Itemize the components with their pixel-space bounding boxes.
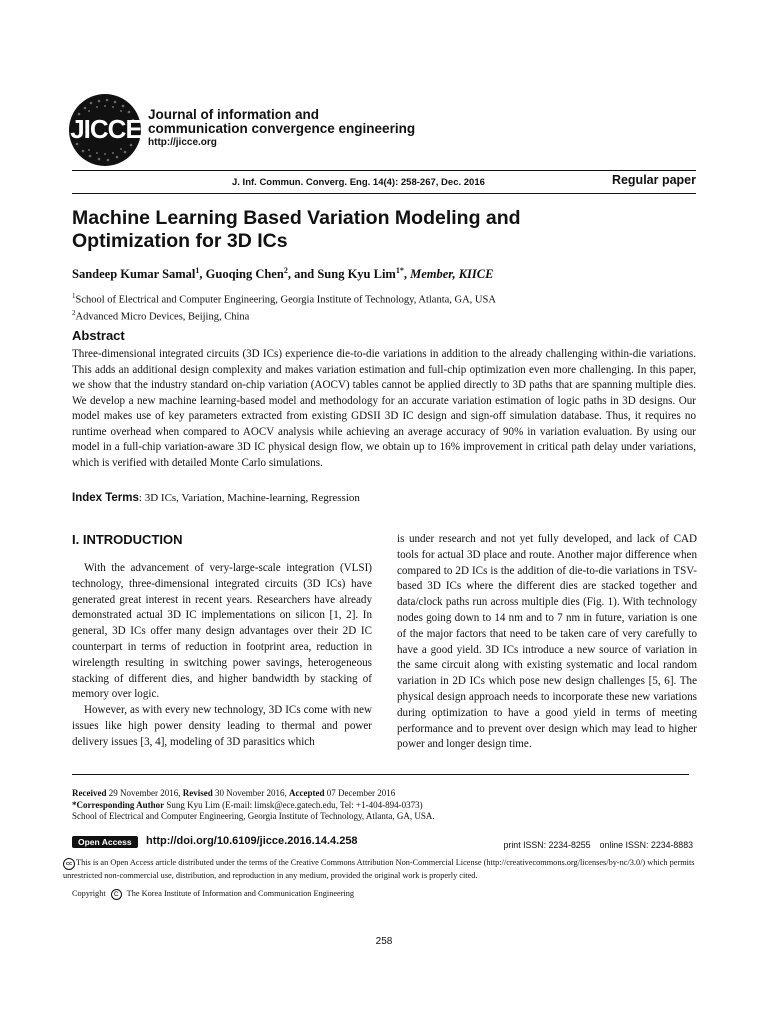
citation: J. Inf. Commun. Converg. Eng. 14(4): 258-267, Dec. 2016 <box>232 177 485 188</box>
intro-heading: I. INTRODUCTION <box>72 532 183 547</box>
issn-info <box>504 840 693 850</box>
index-terms <box>72 492 360 504</box>
corresponding-text: Sung Kyu Lim (E-mail: limsk@ece.gatech.edu, Tel: +1-404-894-0373) <box>164 799 423 810</box>
copyright-icon: C <box>111 889 122 900</box>
abstract-heading: Abstract <box>72 328 125 343</box>
creative-commons-icon: cc <box>63 858 75 870</box>
license-body: This is an Open Access article distributed under the terms of the Creative Commons Attribution Non-Commercial License (http://creativecommons.org/licenses/by-nc/3.0/) which permits unrestricted non-commercial use, distribution, and reproduction in any medium, provided the original work is properly cited. <box>63 858 695 880</box>
intro-right-column <box>397 532 697 753</box>
article-title: Machine Learning Based Variation Modeling and Optimization for 3D ICs <box>72 207 521 252</box>
copyright-line <box>72 889 354 900</box>
affiliation-sup: 2 <box>72 308 76 317</box>
author-membership: Member, KIICE <box>410 267 494 282</box>
journal-name-line2: communication convergence engineering <box>148 121 416 136</box>
online-issn: online ISSN: 2234-8883 <box>599 840 693 850</box>
intro-paragraph: However, as with every new technology, 3D ICs come with new issues like high power density leading to thermal and power delivery issues [3, 4], modeling of 3D parasitics which <box>72 704 372 748</box>
affiliation-text: Advanced Micro Devices, Beijing, China <box>75 311 250 322</box>
accepted-label: Accepted <box>288 788 325 798</box>
copyright-holder: The Korea Institute of Information and Communication Engineering <box>126 889 355 898</box>
index-terms-text: : 3D ICs, Variation, Machine-learning, Regression <box>138 492 360 504</box>
revised-label: Revised <box>182 788 213 798</box>
author-name: Sandeep Kumar Samal <box>72 267 196 282</box>
author-affil-sup: 1 <box>195 266 200 275</box>
intro-paragraph: is under research and not yet fully developed, and lack of CAD tools for actual 3D place and route. Another major difference when compared to 2D ICs is the addition of die-to-die variations in TSV-based 3D ICs where the different dies are stacked together and data/clock paths run across multiple dies (Fig. 1). With technology nodes going down to 14 nm and to 7 nm in future, variation is one of the major factors that need to be taken care of very carefully to have a good yield. 3D ICs introduce a new source of variation in the same circuit along with existing systematic and local random variation in 2D ICs which pose new design challenges [5, 6]. The physical design approach needs to incorporate these new variations during optimization to have a good yield in terms of meeting performance and to prevent over design which may lead to higher power and longer design time. <box>397 533 697 751</box>
header-rule-bottom <box>72 193 696 194</box>
logo-text: JICCE <box>70 114 142 144</box>
author-affil-sup: 2 <box>283 266 288 275</box>
dates-line <box>72 788 696 800</box>
license-text <box>63 857 697 882</box>
journal-name-line1: Journal of information and <box>148 107 319 122</box>
corresponding-affiliation: School of Electrical and Computer Engineering, Georgia Institute of Technology, Atlanta, GA, USA. <box>72 811 435 821</box>
affiliation-text: School of Electrical and Computer Engineering, Georgia Institute of Technology, Atlanta, GA, USA <box>75 294 496 306</box>
journal-url-link[interactable]: http://jicce.org <box>148 137 217 148</box>
header-rule-top <box>72 170 696 171</box>
received-info <box>72 788 696 823</box>
corresponding-line <box>72 800 696 812</box>
accepted-date: 07 December 2016 <box>324 788 396 798</box>
page-number: 258 <box>375 936 393 947</box>
index-terms-label: Index Terms <box>72 492 139 504</box>
copyright-label: Copyright <box>72 889 106 898</box>
author-name: Guoqing Chen <box>205 267 284 282</box>
print-issn: print ISSN: 2234-8255 <box>503 840 591 850</box>
abstract-text: Three-dimensional integrated circuits (3D ICs) experience die-to-die variations in addition to the already challenging within-die variations. This adds an additional design complexity and makes variation estimation and full-chip optimization even more challenging. In this paper, we show that the industry standard on-chip variation (AOCV) tables cannot be applied directly to 3D paths that are spanning multiple dies. We develop a new machine learning-based model and methodology for an accurate variation estimation of logic paths in 3D designs. Our model makes use of key parameters extracted from existing GDSII 3D IC design and sign-off simulation database. Thus, it requires no runtime overhead when compared to AOCV analysis while achieving an average accuracy of 90% in variation evaluation. By using our model in a full-chip variation-aware 3D IC physical design flow, we obtain up to 16% improvement in critical path delay under variations, which is verified with detailed Monte Carlo simulations. <box>72 348 696 469</box>
affiliation-item <box>72 290 496 307</box>
corresponding-label: *Corresponding Author <box>72 799 165 810</box>
affiliation-sup: 1 <box>72 292 76 300</box>
intro-left-column <box>72 561 372 751</box>
open-access-badge: Open Access <box>72 836 138 848</box>
journal-name <box>148 108 415 136</box>
received-date: 29 November 2016, <box>106 788 183 798</box>
revised-date: 30 November 2016, <box>212 788 289 798</box>
author-list: Sandeep Kumar Samal$^1$, Guoqing Chen$^2$, and Sung Kyu Lim$^{1*}$, Member, KIICE <box>72 266 494 282</box>
paper-type: Regular paper <box>611 173 696 187</box>
intro-paragraph: With the advancement of very-large-scale integration (VLSI) technology, three-dimensional integrated circuits (3D ICs) have generated great interest in recent years. Researchers have already demonstrated actual 3D IC implementations on silicon [1, 2]. In general, 3D ICs offer many design advantages over their 2D IC counterpart in terms of reduction in footprint area, reduction in wirelength resulting in switching power savings, heterogeneous stacking of different dies, and higher bandwidth by stacking of memory over logic. <box>72 562 372 701</box>
affiliation-item <box>72 307 496 324</box>
footnote-rule <box>72 774 689 775</box>
doi-link[interactable]: http://doi.org/10.6109/jicce.2016.14.4.258 <box>146 835 358 847</box>
affiliations <box>72 290 496 323</box>
received-label: Received <box>72 788 107 798</box>
author-name: Sung Kyu Lim <box>317 267 396 282</box>
author-affil-sup: 1* <box>395 266 404 275</box>
